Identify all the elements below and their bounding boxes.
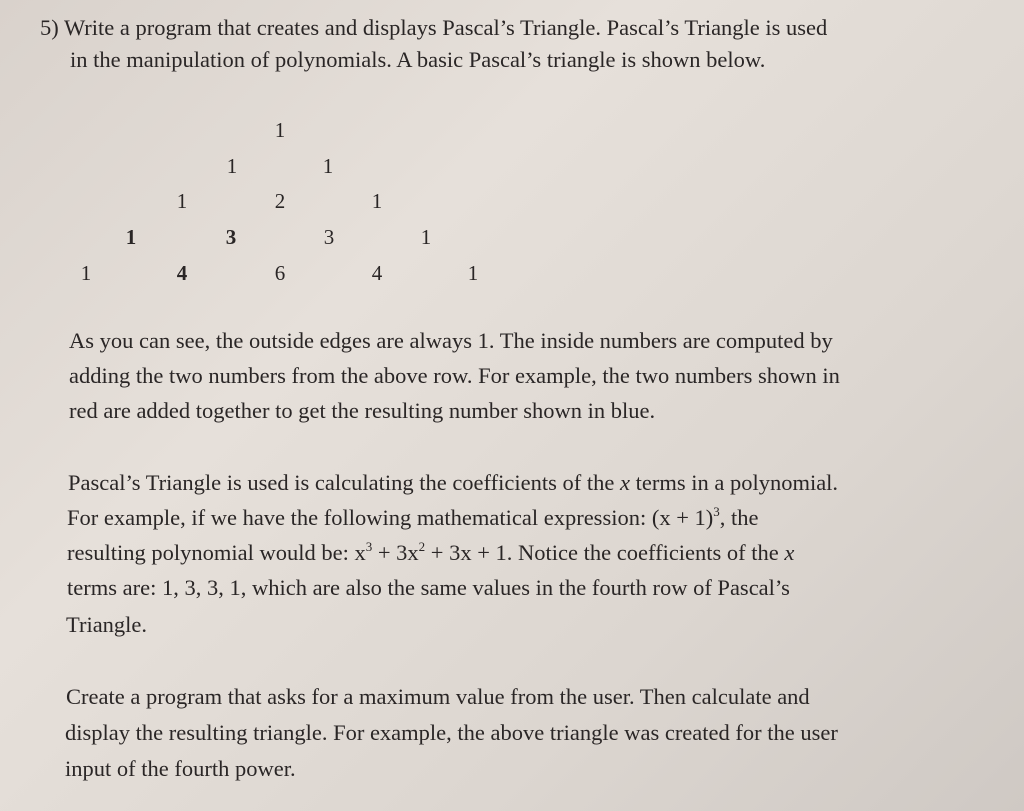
- text: x: [619, 470, 630, 495]
- triangle-cell: 1: [322, 154, 334, 178]
- triangle-cell-red: 1: [125, 225, 137, 249]
- triangle-cell: 1: [274, 118, 286, 142]
- text: x: [784, 540, 795, 565]
- text: + 3x + 1. Notice the coefficients of the: [425, 540, 785, 565]
- text: Pascal’s Triangle is used is calculating the coefficients of the: [68, 470, 620, 495]
- text: For example, if we have the following mathematical expression: (x + 1): [67, 505, 714, 530]
- superscript: 3: [713, 504, 720, 519]
- paragraph-line: display the resulting triangle. For example, the above triangle was created for the user: [65, 720, 838, 745]
- text: , the: [719, 505, 759, 530]
- superscript: 2: [418, 539, 426, 554]
- superscript: 3: [365, 539, 373, 554]
- question-number: 5): [40, 15, 59, 40]
- paragraph-line: [67, 539, 795, 565]
- triangle-cell: 6: [274, 261, 286, 285]
- question-line-2: in the manipulation of polynomials. A basic Pascal’s triangle is shown below.: [70, 47, 766, 72]
- paragraph-line: [68, 472, 838, 495]
- paragraph-line: Triangle.: [66, 612, 148, 637]
- triangle-cell: 4: [371, 261, 383, 285]
- paragraph-line: Create a program that asks for a maximum value from the user. Then calculate and: [66, 684, 810, 709]
- text: + 3x: [372, 540, 419, 565]
- paragraph-line: As you can see, the outside edges are always 1. The inside numbers are computed by: [69, 328, 833, 353]
- paragraph-line: red are added together to get the resulting number shown in blue.: [69, 398, 656, 423]
- triangle-cell-red: 3: [225, 225, 237, 249]
- triangle-cell: 1: [467, 261, 479, 285]
- paragraph-line: [67, 504, 759, 530]
- triangle-cell: 1: [80, 261, 92, 285]
- question-line-1: [40, 17, 827, 40]
- question-text-1: Write a program that creates and displays Pascal’s Triangle. Pascal’s Triangle is used: [63, 15, 828, 40]
- text: resulting polynomial would be: x: [67, 540, 366, 565]
- paragraph-line: adding the two numbers from the above row. For example, the two numbers shown in: [69, 363, 840, 388]
- paragraph-line: input of the fourth power.: [65, 756, 296, 781]
- triangle-cell-blue: 4: [176, 261, 188, 285]
- triangle-cell: 2: [274, 189, 286, 213]
- triangle-cell: 3: [323, 225, 335, 249]
- triangle-cell: 1: [420, 225, 432, 249]
- paragraph-line: terms are: 1, 3, 3, 1, which are also the same values in the fourth row of Pascal’s: [67, 575, 790, 600]
- text: terms in a polynomial.: [629, 470, 839, 495]
- triangle-cell: 1: [176, 189, 188, 213]
- triangle-cell: 1: [371, 189, 383, 213]
- triangle-cell: 1: [226, 154, 238, 178]
